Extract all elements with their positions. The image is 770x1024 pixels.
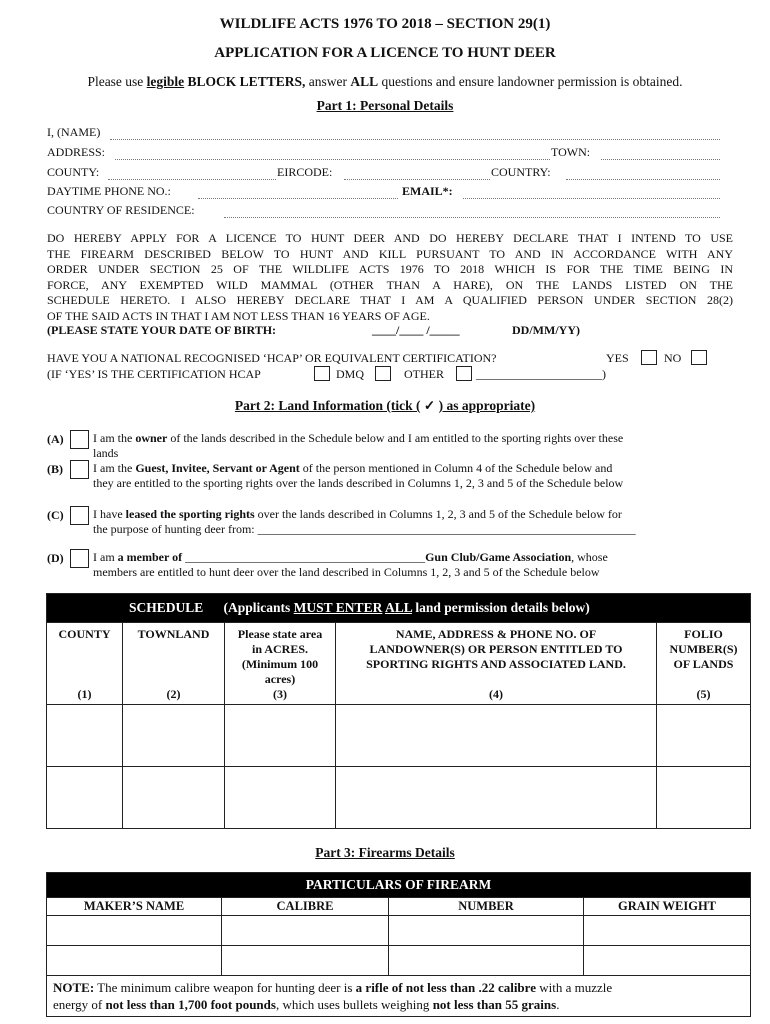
option-a-checkbox[interactable] [70, 430, 89, 449]
firearm-cell[interactable] [47, 946, 222, 976]
firearm-table [46, 872, 751, 1017]
county-field[interactable] [108, 179, 276, 180]
option-a-letter: (A) [47, 432, 64, 446]
yes-label: YES [606, 351, 629, 365]
schedule-header-row [47, 623, 751, 705]
firearm-cell[interactable] [584, 946, 751, 976]
option-d-checkbox[interactable] [70, 549, 89, 568]
other-field[interactable]: _____________________) [476, 367, 606, 381]
col-area-header: Please state area in ACRES. (Minimum 100 acres) (3) [225, 623, 336, 705]
email-label: EMAIL*: [402, 184, 453, 198]
option-b-checkbox[interactable] [70, 460, 89, 479]
town-field[interactable] [601, 159, 720, 160]
firearm-cell[interactable] [222, 946, 389, 976]
no-checkbox[interactable] [691, 350, 707, 365]
no-label: NO [664, 351, 682, 365]
option-a-text: I am the owner of the lands described in the Schedule below and I am entitled to the sporting rights over these lands [93, 431, 624, 460]
other-label: OTHER [404, 367, 444, 381]
yes-checkbox[interactable] [641, 350, 657, 365]
col-landowner-header: NAME, ADDRESS & PHONE NO. OF LANDOWNER(S) OR PERSON ENTITLED TO SPORTING RIGHTS AND ASSOCIATED LAND. (4) [336, 623, 657, 705]
firearm-header-row [47, 898, 751, 916]
schedule-cell[interactable] [336, 705, 657, 767]
name-field[interactable] [110, 139, 720, 140]
firearm-cell[interactable] [47, 916, 222, 946]
residence-field[interactable] [224, 217, 720, 218]
option-c-text: I have leased the sporting rights over the lands described in Columns 1, 2, 3 and 5 of the Schedule below for the purpose of hunting deer from: _______________________________________________________________ [93, 507, 636, 536]
option-d-letter: (D) [47, 551, 64, 565]
eircode-label: EIRCODE: [277, 165, 333, 179]
other-checkbox[interactable] [456, 366, 472, 381]
part2-heading: Part 2: Land Information (tick ( ✓ ) as appropriate) [234, 398, 536, 413]
dob-field[interactable]: ____/____ /_____ [372, 323, 460, 337]
table-row [47, 946, 751, 976]
check-icon: ✓ [423, 398, 436, 413]
address-field[interactable] [115, 159, 550, 160]
form-subtitle: APPLICATION FOR A LICENCE TO HUNT DEER [214, 45, 556, 61]
cert-label: (IF ‘YES’ IS THE CERTIFICATION HCAP [47, 367, 261, 381]
residence-label: COUNTRY OF RESIDENCE: [47, 203, 195, 217]
schedule-cell[interactable] [336, 767, 657, 829]
declaration-text: DO HEREBY APPLY FOR A LICENCE TO HUNT DEER AND DO HEREBY DECLARE THAT I INTEND TO USE THE FIREARM DESCRIBED BELOW TO HUNT AND KILL PURSUANT TO AND IN ACCORDANCE WITH ANY ORDER UNDER SECTION 25 OF THE WILDLIFE ACTS 1976 TO 2018 WHICH IS FOR THE TIME BEING IN FORCE, ANY EXEMPTED WILD MAMMAL (OTHER THAN A HARE), ON THE LANDS LISTED ON THE SCHEDULE HERETO. I ALSO HEREBY DECLARE THAT I AM A QUALIFIED PERSON UNDER SECTION 28(2) OF THE SAID ACTS IN THAT I AM NOT LESS THAN 16 YEARS OF AGE. [47, 231, 733, 323]
hcap-checkbox[interactable] [314, 366, 330, 381]
county-label: COUNTY: [47, 165, 100, 179]
col-grain-header: GRAIN WEIGHT [584, 898, 751, 916]
firearm-title-bar: PARTICULARS OF FIREARM [47, 873, 751, 898]
address-label: ADDRESS: [47, 145, 106, 159]
phone-field[interactable] [198, 198, 398, 199]
dmq-label: DMQ [336, 367, 365, 381]
option-d-text: I am a member of ________________________________________Gun Club/Game Association, whose members are entitled to hunt deer over the land described in Columns 1, 2, 3 and 5 of the Schedule below [93, 550, 608, 579]
option-b-letter: (B) [47, 462, 63, 476]
firearm-cell[interactable] [222, 916, 389, 946]
option-c-letter: (C) [47, 508, 64, 522]
eircode-field[interactable] [344, 179, 490, 180]
option-c-checkbox[interactable] [70, 506, 89, 525]
email-field[interactable] [463, 198, 720, 199]
schedule-cell[interactable] [123, 767, 225, 829]
dmq-checkbox[interactable] [375, 366, 391, 381]
col-number-header: NUMBER [389, 898, 584, 916]
col-calibre-header: CALIBRE [222, 898, 389, 916]
country-field[interactable] [566, 179, 720, 180]
schedule-cell[interactable] [123, 705, 225, 767]
firearm-cell[interactable] [584, 916, 751, 946]
col-county-header: COUNTY (1) [47, 623, 123, 705]
option-b-text: I am the Guest, Invitee, Servant or Agent of the person mentioned in Column 4 of the Schedule below and they are entitled to the sporting rights over the lands described in Columns 1, 2, 3 and 5 of the Schedule below [93, 461, 624, 490]
schedule-cell[interactable] [657, 767, 751, 829]
schedule-cell[interactable] [657, 705, 751, 767]
col-folio-header: FOLIO NUMBER(S) OF LANDS (5) [657, 623, 751, 705]
name-label: I, (NAME) [47, 125, 101, 139]
firearm-note: NOTE: The minimum calibre weapon for hunting deer is a rifle of not less than .22 calibre with a muzzle energy of not less than 1,700 foot pounds, which uses bullets weighing not less than 55 grains. [47, 976, 751, 1017]
phone-label: DAYTIME PHONE NO.: [47, 184, 171, 198]
schedule-cell[interactable] [47, 705, 123, 767]
schedule-cell[interactable] [225, 705, 336, 767]
schedule-cell[interactable] [47, 767, 123, 829]
dob-format: DD/MM/YY) [512, 323, 580, 337]
firearm-cell[interactable] [389, 946, 584, 976]
table-row [47, 916, 751, 946]
schedule-cell[interactable] [225, 767, 336, 829]
table-row [47, 705, 751, 767]
country-label: COUNTRY: [491, 165, 551, 179]
schedule-title-bar: SCHEDULE (Applicants MUST ENTER ALL land permission details below) [47, 594, 751, 623]
instructions: Please use legible BLOCK LETTERS, answer ALL questions and ensure landowner permission is obtained. [87, 74, 683, 89]
part3-heading: Part 3: Firearms Details [315, 845, 455, 860]
firearm-cell[interactable] [389, 916, 584, 946]
col-maker-header: MAKER’S NAME [47, 898, 222, 916]
schedule-table [46, 593, 751, 829]
part1-heading: Part 1: Personal Details [316, 98, 454, 113]
col-townland-header: TOWNLAND (2) [123, 623, 225, 705]
hcap-question: HAVE YOU A NATIONAL RECOGNISED ‘HCAP’ OR EQUIVALENT CERTIFICATION? [47, 351, 497, 365]
dob-label: (PLEASE STATE YOUR DATE OF BIRTH: [47, 323, 277, 337]
town-label: TOWN: [551, 145, 591, 159]
table-row [47, 767, 751, 829]
form-title: WILDLIFE ACTS 1976 TO 2018 – SECTION 29(1) [219, 16, 551, 32]
